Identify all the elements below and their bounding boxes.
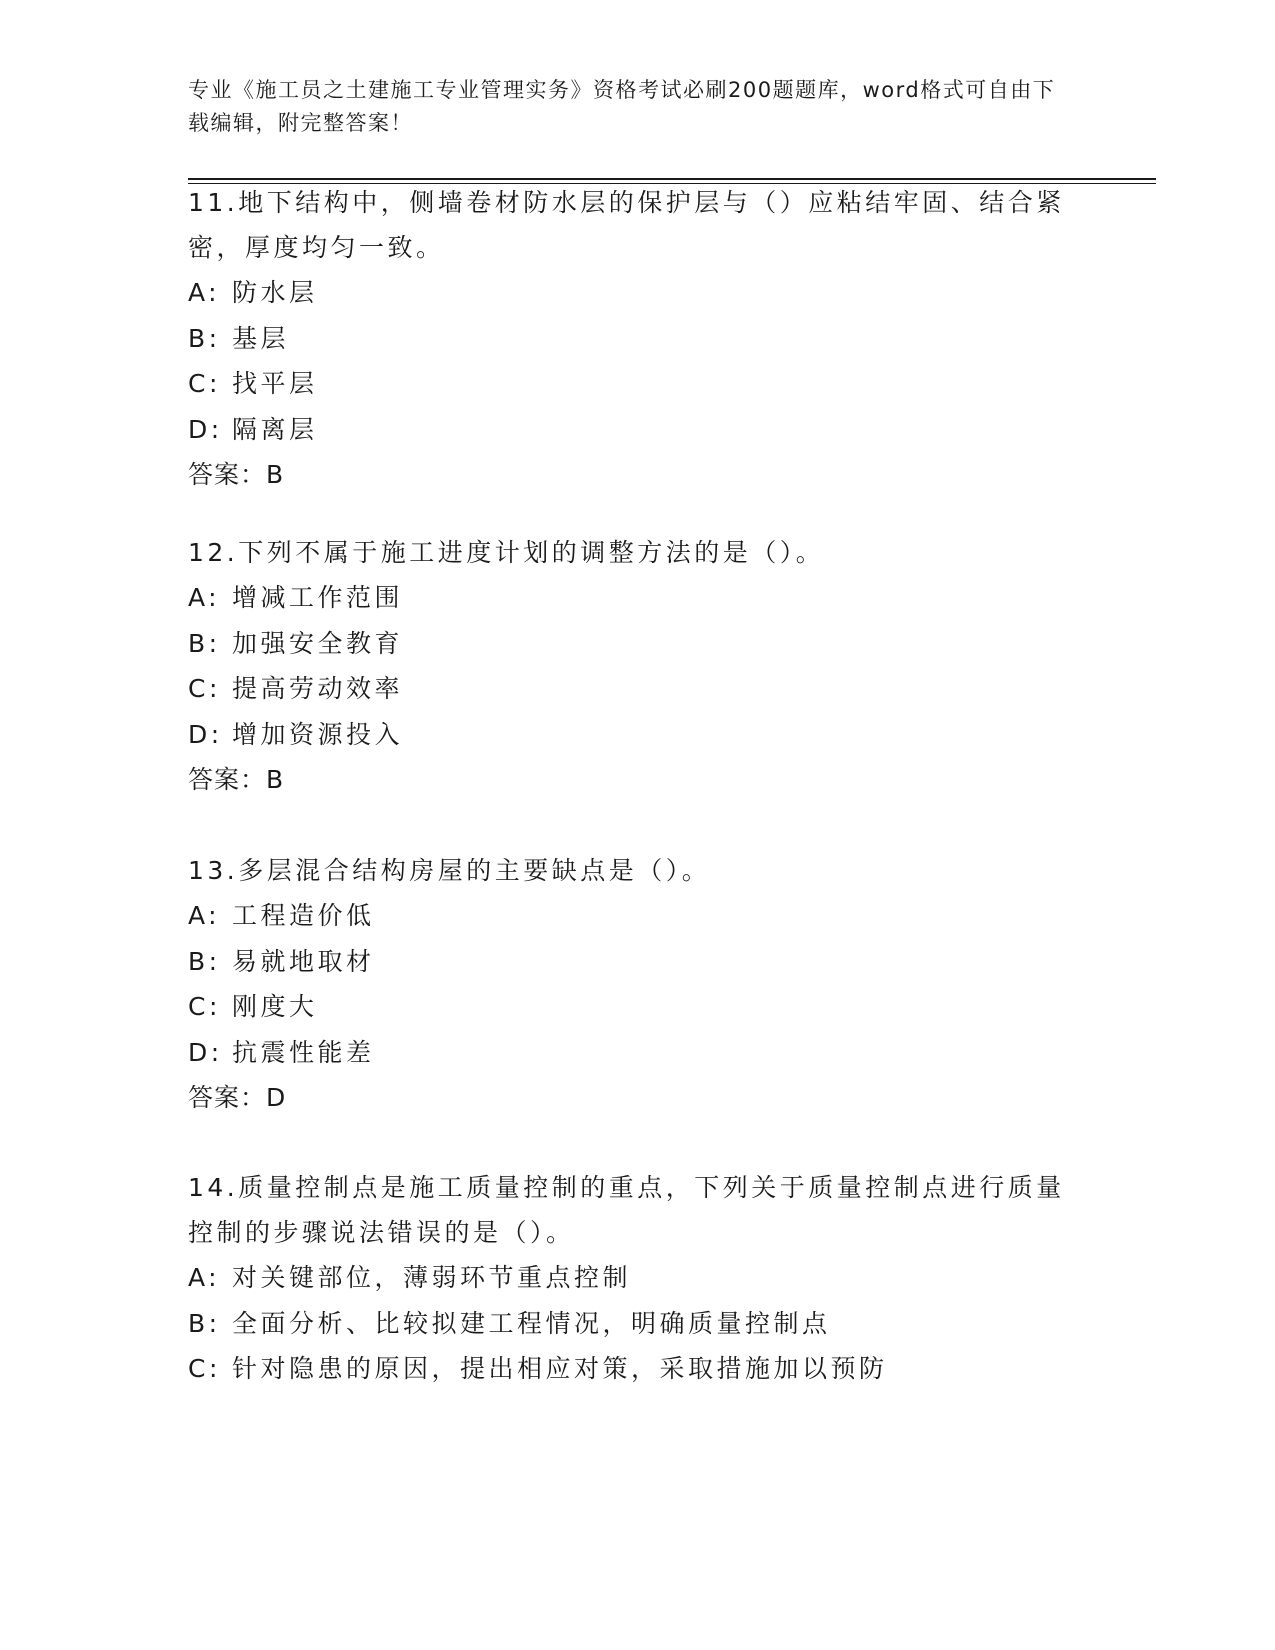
option-c	[188, 361, 1088, 407]
option-text: 增减工作范围	[232, 583, 404, 612]
option-d	[188, 407, 1088, 453]
option-a	[188, 575, 1088, 621]
question-12	[188, 530, 1088, 802]
option-a	[188, 1255, 1088, 1301]
question-stem: 14.质量控制点是施工质量控制的重点，下列关于质量控制点进行质量控制的步骤说法错误的是（）。	[188, 1173, 1065, 1247]
option-key: B:	[188, 946, 221, 976]
option-c	[188, 1346, 1088, 1392]
option-text: 基层	[232, 323, 290, 353]
question-14	[188, 1165, 1088, 1392]
option-b	[188, 621, 1088, 667]
option-a	[188, 270, 1088, 316]
option-key: D:	[188, 1037, 223, 1067]
question-11	[188, 180, 1088, 497]
option-key: A:	[188, 901, 221, 930]
option-key: A:	[188, 1263, 221, 1292]
option-b	[188, 939, 1088, 985]
option-key: C:	[188, 674, 221, 703]
option-a	[188, 893, 1088, 939]
option-key: D:	[188, 414, 223, 444]
option-d	[188, 1030, 1088, 1076]
option-text: 工程造价低	[232, 901, 375, 930]
option-text: 全面分析、比较拟建工程情况，明确质量控制点	[232, 1308, 831, 1338]
option-d	[188, 712, 1088, 758]
answer: 答案：D	[188, 1083, 287, 1112]
option-text: 增加资源投入	[232, 719, 404, 749]
option-key: D:	[188, 719, 223, 749]
option-b	[188, 1301, 1088, 1347]
option-text: 针对隐患的原因，提出相应对策，采取措施加以预防	[232, 1354, 888, 1383]
option-text: 刚度大	[232, 992, 318, 1021]
answer: 答案：B	[188, 765, 285, 794]
option-key: C:	[188, 992, 221, 1021]
option-text: 防水层	[232, 278, 318, 307]
option-c	[188, 666, 1088, 712]
option-key: B:	[188, 1308, 221, 1338]
option-text: 加强安全教育	[232, 628, 404, 658]
option-key: B:	[188, 323, 221, 353]
question-stem: 13.多层混合结构房屋的主要缺点是（）。	[188, 856, 711, 885]
question-13	[188, 848, 1088, 1120]
option-c	[188, 984, 1088, 1030]
question-stem: 11.地下结构中，侧墙卷材防水层的保护层与（）应粘结牢固、结合紧密，厚度均匀一致。	[188, 188, 1065, 262]
option-text: 对关键部位，薄弱环节重点控制	[232, 1263, 632, 1292]
option-key: B:	[188, 628, 221, 658]
option-text: 易就地取材	[232, 946, 375, 976]
answer: 答案：B	[188, 460, 285, 489]
option-b	[188, 316, 1088, 362]
option-key: C:	[188, 1354, 221, 1383]
option-key: C:	[188, 369, 221, 398]
question-stem: 12.下列不属于施工进度计划的调整方法的是（）。	[188, 538, 825, 567]
option-key: A:	[188, 583, 221, 612]
option-key: A:	[188, 278, 221, 307]
option-text: 找平层	[232, 369, 318, 398]
option-text: 抗震性能差	[232, 1037, 375, 1067]
option-text: 提高劳动效率	[232, 674, 404, 703]
option-text: 隔离层	[232, 414, 318, 444]
document-header: 专业《施工员之土建施工专业管理实务》资格考试必刷200题题库，word格式可自由下载编辑，附完整答案！	[188, 78, 1056, 135]
